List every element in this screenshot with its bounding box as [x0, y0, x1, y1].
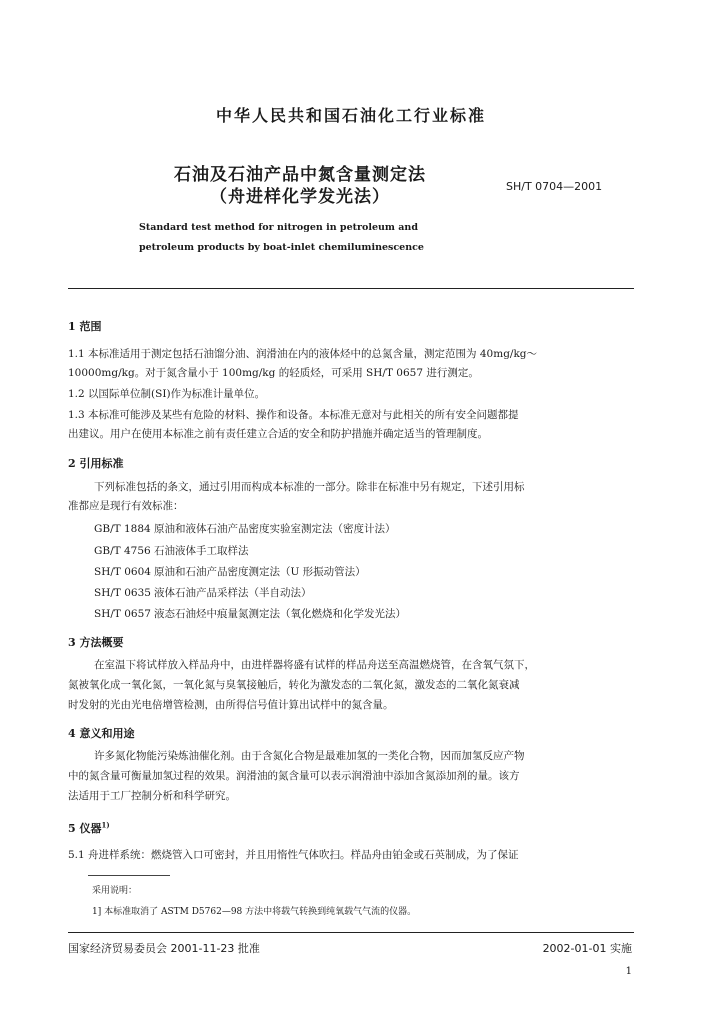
- page-number: 1: [625, 966, 632, 977]
- section-1-heading: 1 范围: [68, 320, 102, 333]
- section-4-heading: 4 意义和用途: [68, 727, 135, 740]
- section-5-title: 5 仪器: [68, 822, 102, 835]
- section-5-heading: [68, 820, 110, 836]
- approval-info: 国家经济贸易委员会 2001-11-23 批准: [68, 942, 260, 955]
- clause-1-3-line-1: 1.3 本标准可能涉及某些有危险的材料、操作和设备。本标准无意对与此相关的所有安全问题都提: [68, 409, 519, 421]
- section-4-line-3: 法适用于工厂控制分析和科学研究。: [68, 790, 236, 802]
- english-title-line-1: Standard test method for nitrogen in petroleum and: [139, 222, 418, 233]
- reference-code: GB/T 1884: [94, 523, 151, 535]
- footnote-text: 1] 本标准取消了 ASTM D5762—98 方法中将载气转换到纯氧载气气流的仪器。: [92, 907, 417, 917]
- footnote-divider: [88, 875, 170, 876]
- document-title: 石油及石油产品中氮含量测定法: [174, 165, 426, 185]
- reference-title: 石油液体手工取样法: [154, 545, 249, 557]
- section-4-line-1: 许多氮化物能污染炼油催化剂。由于含氮化合物是最难加氢的一类化合物，因而加氢反应产物: [94, 750, 525, 762]
- section-4-line-2: 中的氮含量可衡量加氢过程的效果。润滑油的氮含量可以表示润滑油中添加含氮添加剂的量。该方: [68, 770, 520, 782]
- section-2-intro-line-1: 下列标准包括的条文，通过引用而构成本标准的一部分。除非在标准中另有规定，下述引用标: [94, 481, 525, 493]
- footer-divider: [68, 932, 634, 933]
- clause-5-1: 5.1 舟进样系统：燃烧管入口可密封，并且用惰性气体吹扫。样品舟由铂金或石英制成，为了保证: [68, 849, 519, 861]
- section-3-line-1: 在室温下将试样放入样品舟中，由进样器将盛有试样的样品舟送至高温燃烧管，在含氧气氛下，: [94, 659, 535, 671]
- section-3-heading: 3 方法概要: [68, 636, 124, 649]
- reference-title: 液态石油烃中痕量氮测定法（氧化燃烧和化学发光法）: [154, 608, 406, 620]
- footnote-label: 采用说明：: [92, 886, 138, 896]
- reference-item: [94, 564, 366, 579]
- section-2-intro-line-2: 准都应是现行有效标准：: [68, 500, 184, 512]
- reference-code: SH/T 0635: [94, 587, 151, 599]
- standard-number: SH/T 0704—2001: [506, 180, 603, 193]
- reference-code: SH/T 0657: [94, 608, 151, 620]
- reference-item: [94, 543, 249, 558]
- clause-1-2: 1.2 以国际单位制(SI)作为标准计量单位。: [68, 388, 266, 400]
- section-3-line-2: 氮被氧化成一氧化氮，一氧化氮与臭氧接触后，转化为激发态的二氧化氮，激发态的二氧化氮衰减: [68, 679, 520, 691]
- clause-1-1-line-1: 1.1 本标准适用于测定包括石油馏分油、润滑油在内的液体烃中的总氮含量，测定范围为 40mg/kg～: [68, 348, 538, 360]
- document-subtitle: （舟进样化学发光法）: [210, 187, 390, 207]
- header-divider: [68, 288, 634, 289]
- reference-title: 原油和石油产品密度测定法（U 形振动管法）: [154, 566, 366, 578]
- clause-1-3-line-2: 出建议。用户在使用本标准之前有责任建立合适的安全和防护措施并确定适当的管理制度。: [68, 428, 488, 440]
- reference-item: [94, 521, 396, 536]
- section-3-line-3: 时发射的光由光电倍增管检测，由所得信号值计算出试样中的氮含量。: [68, 699, 394, 711]
- reference-title: 原油和液体石油产品密度实验室测定法（密度计法）: [154, 523, 396, 535]
- document-organization: 中华人民共和国石油化工行业标准: [215, 106, 486, 125]
- clause-1-1-line-2: 10000mg/kg。对于氮含量小于 100mg/kg 的轻质烃，可采用 SH/T 0657 进行测定。: [68, 367, 479, 379]
- reference-code: SH/T 0604: [94, 566, 151, 578]
- reference-item: [94, 606, 406, 621]
- implementation-date: 2002-01-01 实施: [542, 942, 632, 955]
- reference-code: GB/T 4756: [94, 545, 151, 557]
- section-2-heading: 2 引用标准: [68, 457, 124, 470]
- reference-title: 液体石油产品采样法（半自动法）: [154, 587, 312, 599]
- reference-item: [94, 585, 312, 600]
- english-title-line-2: petroleum products by boat-inlet chemiluminescence: [139, 242, 424, 253]
- footnote-marker: 1): [101, 820, 110, 830]
